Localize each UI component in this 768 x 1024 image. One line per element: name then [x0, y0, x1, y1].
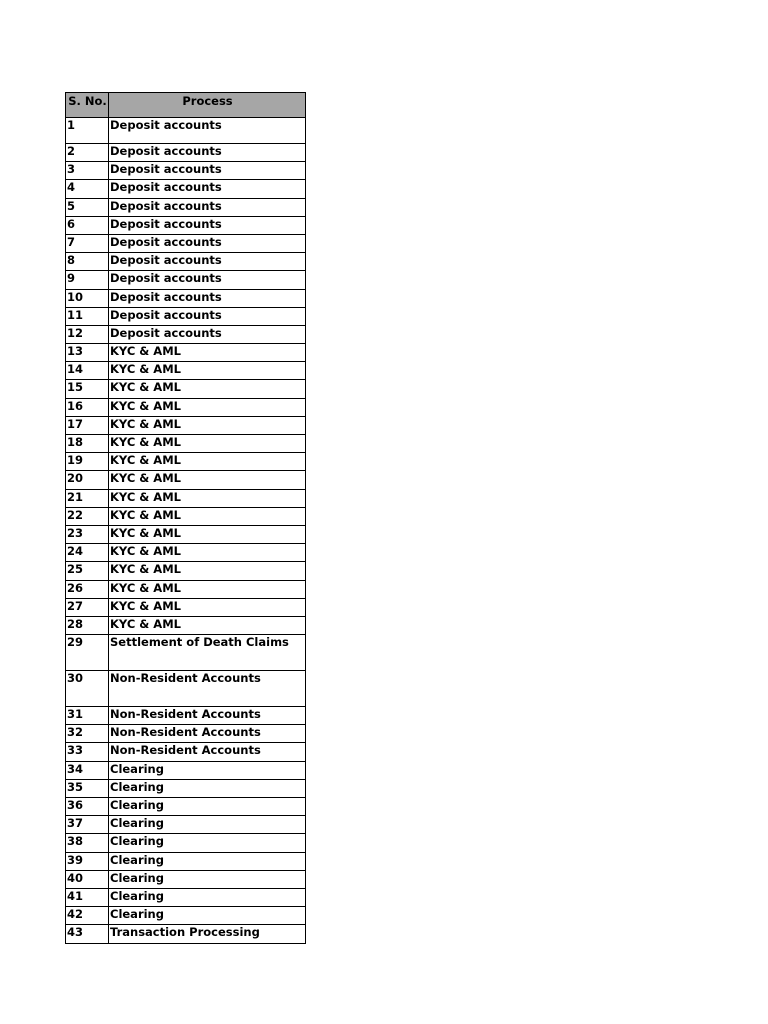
cell-process: Deposit accounts [109, 216, 306, 234]
cell-process: KYC & AML [109, 507, 306, 525]
table-row [66, 562, 306, 580]
cell-process: Clearing [109, 907, 306, 925]
header-row [66, 93, 306, 118]
cell-sno: 29 [66, 635, 109, 671]
table-row [66, 416, 306, 434]
cell-sno: 12 [66, 325, 109, 343]
cell-sno: 37 [66, 816, 109, 834]
cell-process: Deposit accounts [109, 307, 306, 325]
table-row [66, 870, 306, 888]
cell-process: KYC & AML [109, 435, 306, 453]
cell-sno: 7 [66, 234, 109, 252]
cell-process: KYC & AML [109, 398, 306, 416]
cell-process: KYC & AML [109, 380, 306, 398]
process-table [65, 92, 306, 944]
table-row [66, 489, 306, 507]
cell-process: Non-Resident Accounts [109, 707, 306, 725]
cell-process: Non-Resident Accounts [109, 671, 306, 707]
cell-process: KYC & AML [109, 616, 306, 634]
cell-process: KYC & AML [109, 525, 306, 543]
cell-sno: 41 [66, 888, 109, 906]
table-row [66, 580, 306, 598]
table-row [66, 816, 306, 834]
table-row [66, 271, 306, 289]
cell-process: KYC & AML [109, 416, 306, 434]
cell-sno: 30 [66, 671, 109, 707]
table-row [66, 198, 306, 216]
header-process: Process [109, 93, 306, 118]
cell-process: Deposit accounts [109, 144, 306, 162]
cell-sno: 1 [66, 118, 109, 144]
table-row [66, 362, 306, 380]
cell-process: Deposit accounts [109, 180, 306, 198]
cell-process: Deposit accounts [109, 118, 306, 144]
table-row [66, 144, 306, 162]
cell-sno: 25 [66, 562, 109, 580]
cell-process: Clearing [109, 852, 306, 870]
cell-process: Non-Resident Accounts [109, 725, 306, 743]
cell-process: Deposit accounts [109, 198, 306, 216]
cell-process: Deposit accounts [109, 253, 306, 271]
cell-sno: 43 [66, 925, 109, 943]
table-row [66, 635, 306, 671]
table-row [66, 616, 306, 634]
table-row [66, 344, 306, 362]
cell-process: Clearing [109, 816, 306, 834]
cell-sno: 2 [66, 144, 109, 162]
table-row [66, 671, 306, 707]
cell-process: Clearing [109, 834, 306, 852]
cell-sno: 10 [66, 289, 109, 307]
table-row [66, 743, 306, 761]
cell-sno: 27 [66, 598, 109, 616]
table-row [66, 779, 306, 797]
table-row [66, 925, 306, 943]
cell-process: KYC & AML [109, 344, 306, 362]
table-body [66, 118, 306, 944]
table-row [66, 253, 306, 271]
cell-process: KYC & AML [109, 489, 306, 507]
table-row [66, 380, 306, 398]
table-row [66, 907, 306, 925]
cell-sno: 31 [66, 707, 109, 725]
table-row [66, 834, 306, 852]
cell-sno: 17 [66, 416, 109, 434]
cell-process: Clearing [109, 779, 306, 797]
cell-process: KYC & AML [109, 471, 306, 489]
cell-process: Deposit accounts [109, 325, 306, 343]
cell-sno: 26 [66, 580, 109, 598]
cell-sno: 33 [66, 743, 109, 761]
table-row [66, 216, 306, 234]
cell-sno: 36 [66, 798, 109, 816]
table-row [66, 398, 306, 416]
cell-sno: 35 [66, 779, 109, 797]
cell-process: Deposit accounts [109, 289, 306, 307]
table-row [66, 525, 306, 543]
cell-sno: 28 [66, 616, 109, 634]
table-row [66, 598, 306, 616]
cell-process: Non-Resident Accounts [109, 743, 306, 761]
cell-sno: 20 [66, 471, 109, 489]
cell-sno: 4 [66, 180, 109, 198]
cell-process: Deposit accounts [109, 234, 306, 252]
cell-process: KYC & AML [109, 562, 306, 580]
cell-sno: 22 [66, 507, 109, 525]
table-row [66, 180, 306, 198]
cell-process: Clearing [109, 798, 306, 816]
cell-sno: 39 [66, 852, 109, 870]
header-sno: S. No. [66, 93, 109, 118]
cell-process: Deposit accounts [109, 162, 306, 180]
cell-sno: 9 [66, 271, 109, 289]
cell-process: KYC & AML [109, 453, 306, 471]
cell-sno: 23 [66, 525, 109, 543]
cell-process: Clearing [109, 870, 306, 888]
cell-sno: 5 [66, 198, 109, 216]
cell-sno: 16 [66, 398, 109, 416]
cell-process: Transaction Processing [109, 925, 306, 943]
cell-sno: 34 [66, 761, 109, 779]
table-row [66, 798, 306, 816]
cell-sno: 42 [66, 907, 109, 925]
table-row [66, 761, 306, 779]
table-row [66, 725, 306, 743]
table-row [66, 435, 306, 453]
cell-process: KYC & AML [109, 544, 306, 562]
cell-sno: 15 [66, 380, 109, 398]
cell-sno: 3 [66, 162, 109, 180]
table-row [66, 453, 306, 471]
cell-sno: 21 [66, 489, 109, 507]
cell-sno: 14 [66, 362, 109, 380]
cell-process: KYC & AML [109, 362, 306, 380]
table-row [66, 544, 306, 562]
cell-process: KYC & AML [109, 598, 306, 616]
table-row [66, 707, 306, 725]
table-row [66, 289, 306, 307]
cell-sno: 40 [66, 870, 109, 888]
cell-process: Clearing [109, 888, 306, 906]
table-row [66, 507, 306, 525]
table-row [66, 118, 306, 144]
table-row [66, 852, 306, 870]
cell-process: Deposit accounts [109, 271, 306, 289]
table-row [66, 307, 306, 325]
table-row [66, 234, 306, 252]
cell-sno: 38 [66, 834, 109, 852]
cell-sno: 18 [66, 435, 109, 453]
table-row [66, 471, 306, 489]
table-row [66, 888, 306, 906]
cell-sno: 8 [66, 253, 109, 271]
cell-process: KYC & AML [109, 580, 306, 598]
cell-sno: 13 [66, 344, 109, 362]
table-row [66, 162, 306, 180]
table-row [66, 325, 306, 343]
cell-process: Clearing [109, 761, 306, 779]
cell-sno: 24 [66, 544, 109, 562]
cell-sno: 6 [66, 216, 109, 234]
cell-process: Settlement of Death Claims [109, 635, 306, 671]
cell-sno: 19 [66, 453, 109, 471]
cell-sno: 11 [66, 307, 109, 325]
cell-sno: 32 [66, 725, 109, 743]
